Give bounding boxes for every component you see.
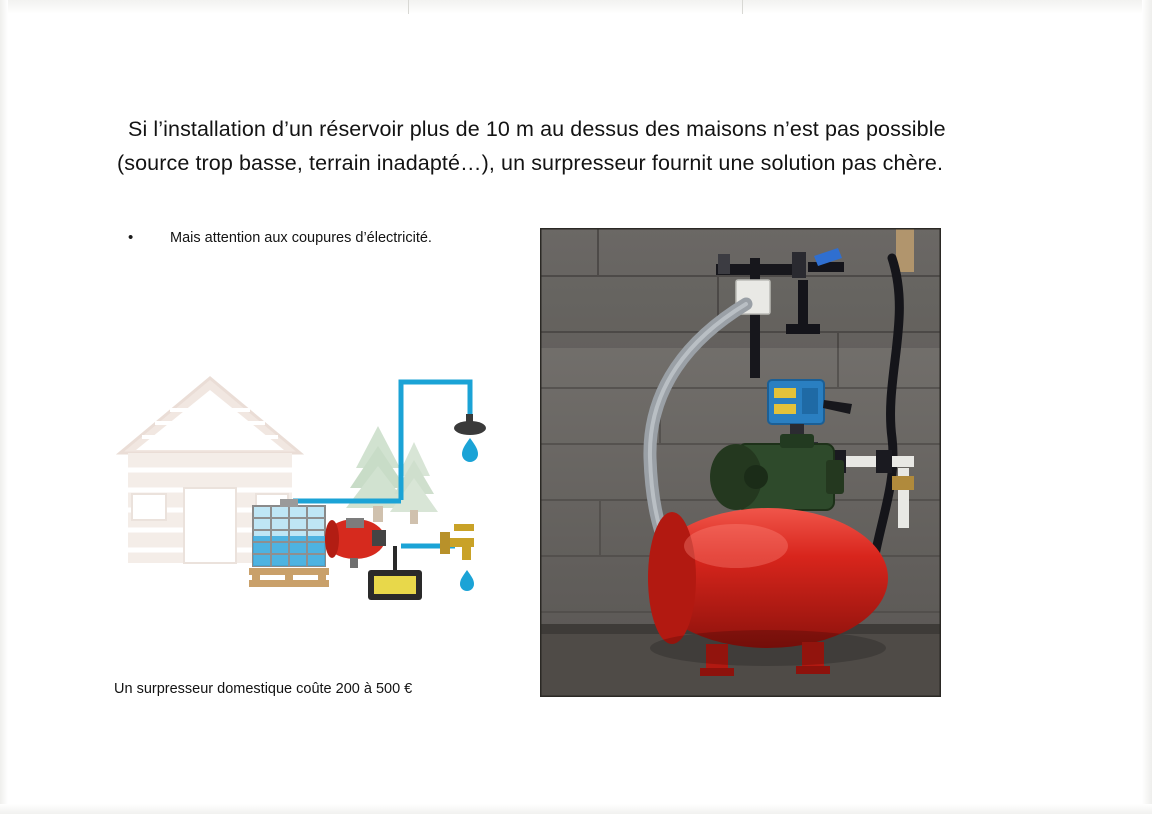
- shower-head-icon: [454, 414, 486, 462]
- tree-illustration: [346, 426, 438, 524]
- scan-tick: [742, 0, 743, 14]
- pressure-tank: [648, 508, 888, 676]
- pallet-icon: [249, 568, 329, 587]
- scan-edge-left: [0, 0, 8, 814]
- electrical-box-icon: [368, 546, 422, 600]
- scan-edge-right: [1142, 0, 1152, 814]
- booster-pump-icon: [325, 518, 386, 568]
- scan-edge-top: [0, 0, 1152, 14]
- installation-diagram: [110, 318, 530, 618]
- photo-caption: Un surpresseur domestique coûte 200 à 500 €: [114, 681, 413, 697]
- headline-line-1: Si l’installation d’un réservoir plus de 10 m au dessus des maisons n’est pas possible: [128, 117, 946, 141]
- headline: [117, 112, 1028, 180]
- bullet-marker-icon: •: [128, 229, 134, 246]
- bullet-item: [128, 228, 528, 248]
- bullet-item-label: Mais attention aux coupures d’électricité.: [170, 230, 432, 246]
- scan-tick: [408, 0, 409, 14]
- headline-line-2: (source trop basse, terrain inadapté…), un surpresseur fournit une solution pas chère.: [117, 151, 944, 175]
- booster-pump-photo: [540, 228, 941, 697]
- scan-edge-bottom: [0, 804, 1152, 814]
- pump-body: [710, 434, 844, 510]
- faucet-icon: [440, 524, 474, 591]
- water-tank: [249, 499, 329, 587]
